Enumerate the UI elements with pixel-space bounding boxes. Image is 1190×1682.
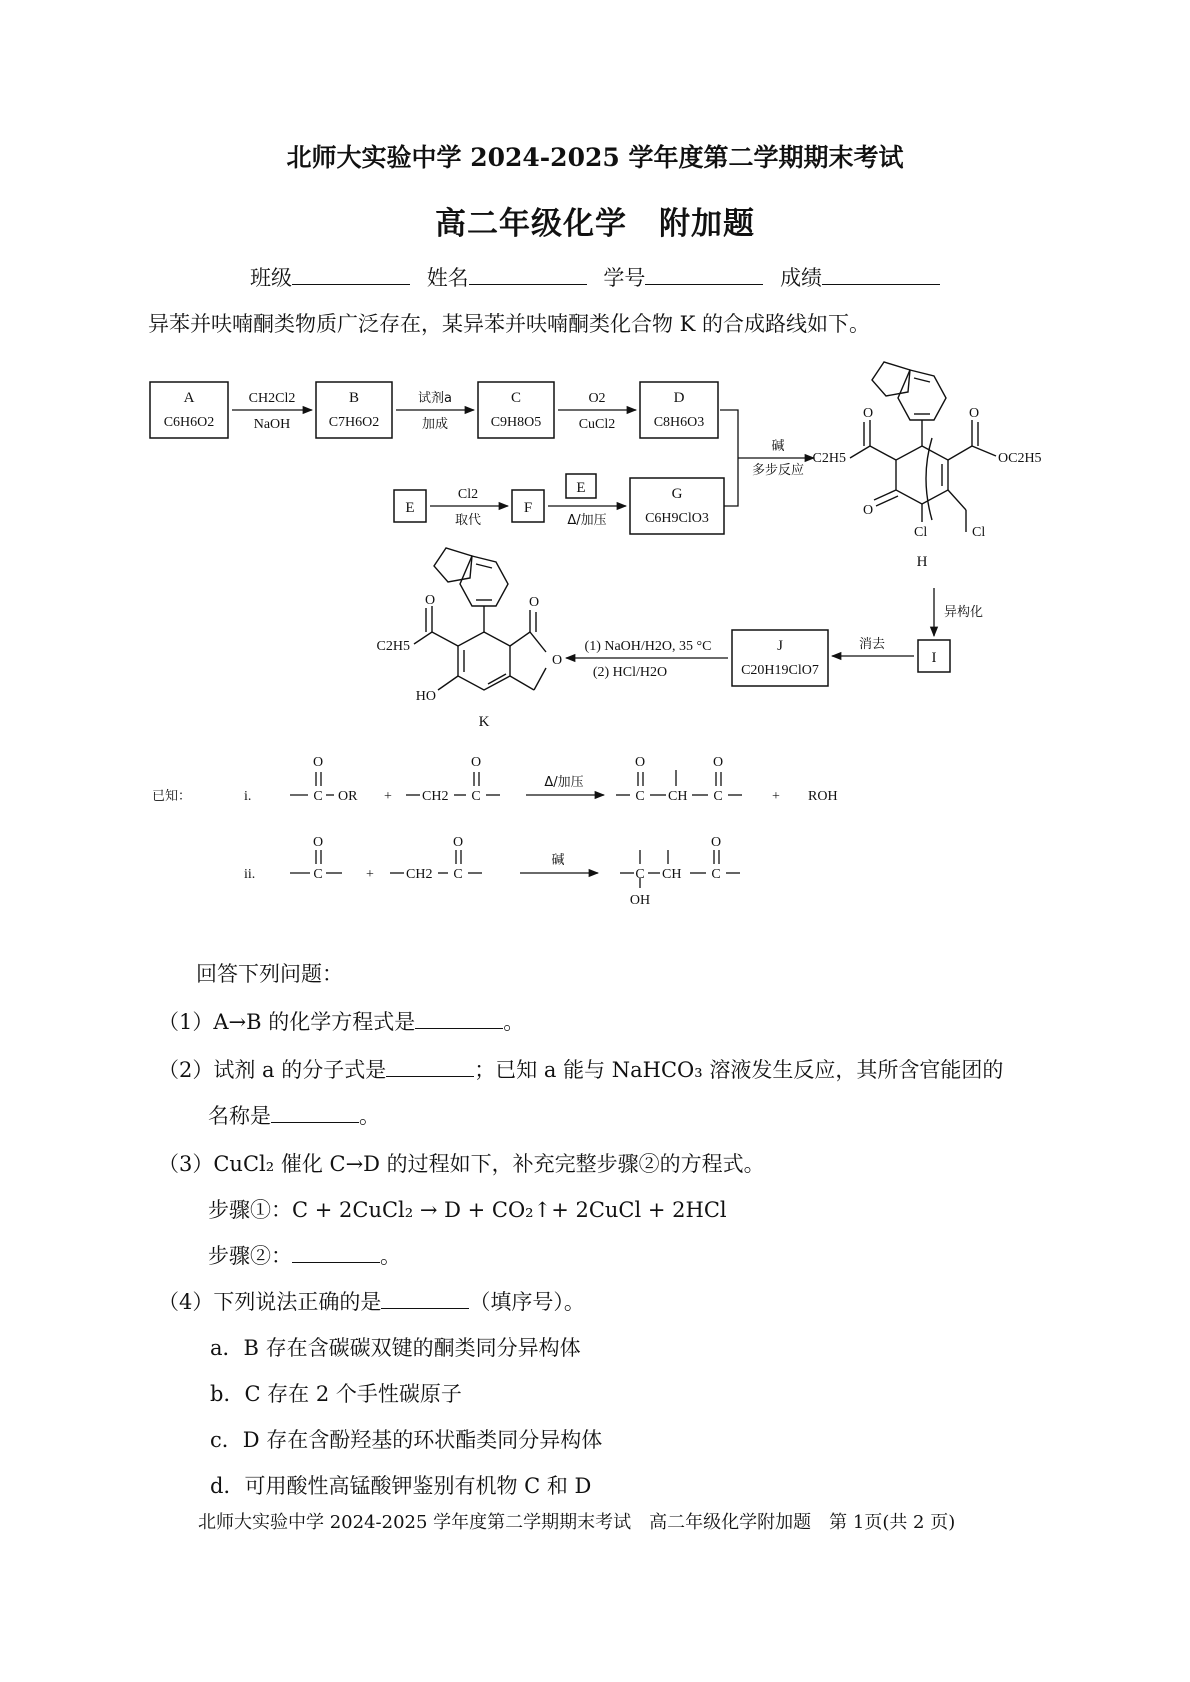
reagent-E: E bbox=[576, 480, 586, 496]
question-2-answer-blank-1[interactable] bbox=[386, 1058, 474, 1077]
arrow-jk-step2: (2) HCl/H2O bbox=[592, 665, 668, 680]
known-i-plus: + bbox=[384, 789, 392, 804]
arrow-ij-label: 消去 bbox=[858, 637, 886, 652]
k-ethyl: C2H5 bbox=[376, 639, 410, 654]
option-b: b．C 存在 2 个手性碳原子 bbox=[210, 1382, 462, 1406]
known-i-ch: CH bbox=[668, 789, 688, 804]
arrow-jk-step1: (1) NaOH/H2O, 35 °C bbox=[584, 639, 712, 654]
h-ethyl-left: C2H5 bbox=[812, 451, 846, 466]
known-ii-o1: O bbox=[312, 835, 324, 850]
known-i-c3: C bbox=[635, 789, 645, 804]
known-i-c2: C bbox=[471, 789, 481, 804]
box-C-label: C bbox=[510, 390, 522, 406]
h-o-left: O bbox=[862, 406, 874, 421]
field-name-label: 姓名 bbox=[426, 266, 469, 290]
arrow-hi-label: 异构化 bbox=[944, 605, 984, 620]
known-i-o3: O bbox=[634, 755, 646, 770]
box-G-formula: C6H9ClO3 bbox=[645, 511, 709, 526]
option-c: c．D 存在含酚羟基的环状酯类同分异构体 bbox=[210, 1428, 603, 1452]
question-2 bbox=[158, 1054, 1003, 1084]
compound-K-label: K bbox=[478, 714, 490, 730]
arrow-bc-bottom: 加成 bbox=[421, 417, 449, 432]
known-ii-c1: C bbox=[313, 867, 323, 882]
k-o-ester: O bbox=[424, 593, 436, 608]
question-3-step2 bbox=[208, 1240, 401, 1270]
known-ii-c3: C bbox=[635, 867, 645, 882]
question-3-step2-label: 步骤②： bbox=[208, 1244, 292, 1268]
known-i-o2: O bbox=[470, 755, 482, 770]
k-o-ring: O bbox=[552, 653, 563, 668]
known-i-ch2: CH2 bbox=[422, 789, 449, 804]
known-ii-number: ii. bbox=[244, 867, 256, 882]
h-oc2h5-right: OC2H5 bbox=[998, 451, 1042, 466]
question-1-end: 。 bbox=[503, 1010, 525, 1034]
box-I-label: I bbox=[931, 650, 937, 666]
known-i-or: OR bbox=[338, 789, 358, 804]
arrow-ab-bottom: NaOH bbox=[253, 417, 291, 432]
question-4 bbox=[158, 1286, 585, 1316]
known-ii-condition: 碱 bbox=[551, 853, 565, 868]
known-i-condition: Δ/加压 bbox=[544, 775, 584, 790]
known-ii-c2: C bbox=[453, 867, 463, 882]
question-2-end: 。 bbox=[359, 1104, 380, 1128]
question-3-answer-blank[interactable] bbox=[292, 1244, 380, 1263]
field-class-label: 班级 bbox=[250, 266, 292, 290]
exam-title: 北师大实验中学 2024-2025 学年度第二学期期末考试 bbox=[286, 143, 904, 172]
question-2-line2 bbox=[208, 1100, 380, 1130]
box-A-label: A bbox=[183, 390, 195, 406]
structure-K bbox=[414, 548, 546, 690]
field-id-label: 学号 bbox=[603, 266, 646, 290]
known-i-c4: C bbox=[713, 789, 723, 804]
h-cl-chain: Cl bbox=[972, 525, 986, 540]
box-D-label: D bbox=[673, 390, 685, 406]
box-E-label: E bbox=[405, 500, 415, 516]
question-3: （3）CuCl₂ 催化 C→D 的过程如下，补充完整步骤②的方程式。 bbox=[158, 1152, 765, 1176]
h-cl-ring: Cl bbox=[914, 525, 928, 540]
box-J-label: J bbox=[777, 638, 783, 654]
box-D-formula: C8H6O3 bbox=[653, 415, 705, 430]
question-4-end: （填序号）。 bbox=[469, 1290, 585, 1314]
known-i-number: i. bbox=[244, 789, 252, 804]
question-2-text-b: ；已知 a 能与 NaHCO₃ 溶液发生反应，其所含官能团的 bbox=[474, 1058, 1004, 1082]
h-o-right: O bbox=[968, 406, 980, 421]
known-ii-o3: O bbox=[710, 835, 722, 850]
question-1-text: （1）A→B 的化学方程式是 bbox=[158, 1010, 416, 1034]
known-ii-o2: O bbox=[452, 835, 464, 850]
box-F-label: F bbox=[523, 500, 533, 516]
arrow-ab-top: CH2Cl2 bbox=[248, 391, 296, 406]
question-2-text-a: （2）试剂 a 的分子式是 bbox=[158, 1058, 387, 1082]
field-score-label: 成绩 bbox=[780, 266, 823, 290]
question-1 bbox=[158, 1006, 524, 1036]
known-ii-c4: C bbox=[711, 867, 721, 882]
known-i-o1: O bbox=[312, 755, 324, 770]
exam-subtitle: 高二年级化学 附加题 bbox=[435, 206, 755, 242]
known-ii-plus: + bbox=[366, 867, 374, 882]
known-ii-ch2: CH2 bbox=[406, 867, 433, 882]
option-d: d．可用酸性高锰酸钾鉴别有机物 C 和 D bbox=[210, 1474, 592, 1498]
h-o-ketone: O bbox=[862, 503, 874, 518]
known-ii-oh: OH bbox=[629, 893, 651, 908]
known-i-c1: C bbox=[313, 789, 323, 804]
known-i-roh: ROH bbox=[808, 789, 838, 804]
question-3-step1: 步骤①：C + 2CuCl₂ → D + CO₂↑+ 2CuCl + 2HCl bbox=[208, 1198, 727, 1222]
page-footer: 北师大实验中学 2024-2025 学年度第二学期期末考试 高二年级化学附加题 第 1页(共 2 页) bbox=[198, 1512, 956, 1533]
box-B-label: B bbox=[348, 390, 360, 406]
question-1-answer-blank[interactable] bbox=[415, 1010, 503, 1029]
arrow-ef-bottom: 取代 bbox=[454, 513, 482, 528]
box-G-label: G bbox=[671, 486, 683, 502]
arrow-ef-top: Cl2 bbox=[457, 487, 479, 502]
option-a: a．B 存在含碳碳双键的酮类同分异构体 bbox=[210, 1336, 581, 1360]
box-J-formula: C20H19ClO7 bbox=[741, 663, 819, 678]
box-C-formula: C9H8O5 bbox=[490, 415, 542, 430]
arrow-fg-bottom: Δ/加压 bbox=[567, 513, 607, 528]
known-ii-ch: CH bbox=[662, 867, 682, 882]
arrow-to-h-bottom: 多步反应 bbox=[751, 463, 805, 478]
question-2-answer-blank-2[interactable] bbox=[271, 1104, 359, 1123]
arrow-bc-top: 试剂a bbox=[418, 391, 452, 406]
question-4-text: （4）下列说法正确的是 bbox=[158, 1290, 382, 1314]
questions-prompt: 回答下列问题： bbox=[196, 962, 343, 986]
known-label: 已知： bbox=[152, 789, 192, 804]
known-i-plus2: + bbox=[772, 789, 780, 804]
question-3-end: 。 bbox=[380, 1244, 401, 1268]
k-ho: HO bbox=[415, 689, 436, 704]
compound-H-label: H bbox=[916, 554, 928, 570]
arrow-cd-bottom: CuCl2 bbox=[578, 417, 616, 432]
known-i-o4: O bbox=[712, 755, 724, 770]
question-2-text-c: 名称是 bbox=[208, 1104, 271, 1128]
arrow-cd-top: O2 bbox=[588, 391, 606, 406]
box-B-formula: C7H6O2 bbox=[328, 415, 380, 430]
box-A-formula: C6H6O2 bbox=[163, 415, 215, 430]
question-4-answer-blank[interactable] bbox=[381, 1290, 469, 1309]
arrow-to-h-top: 碱 bbox=[771, 439, 785, 454]
intro-text: 异苯并呋喃酮类物质广泛存在，某异苯并呋喃酮类化合物 K 的合成路线如下。 bbox=[148, 312, 871, 336]
k-o-lactone: O bbox=[528, 595, 540, 610]
